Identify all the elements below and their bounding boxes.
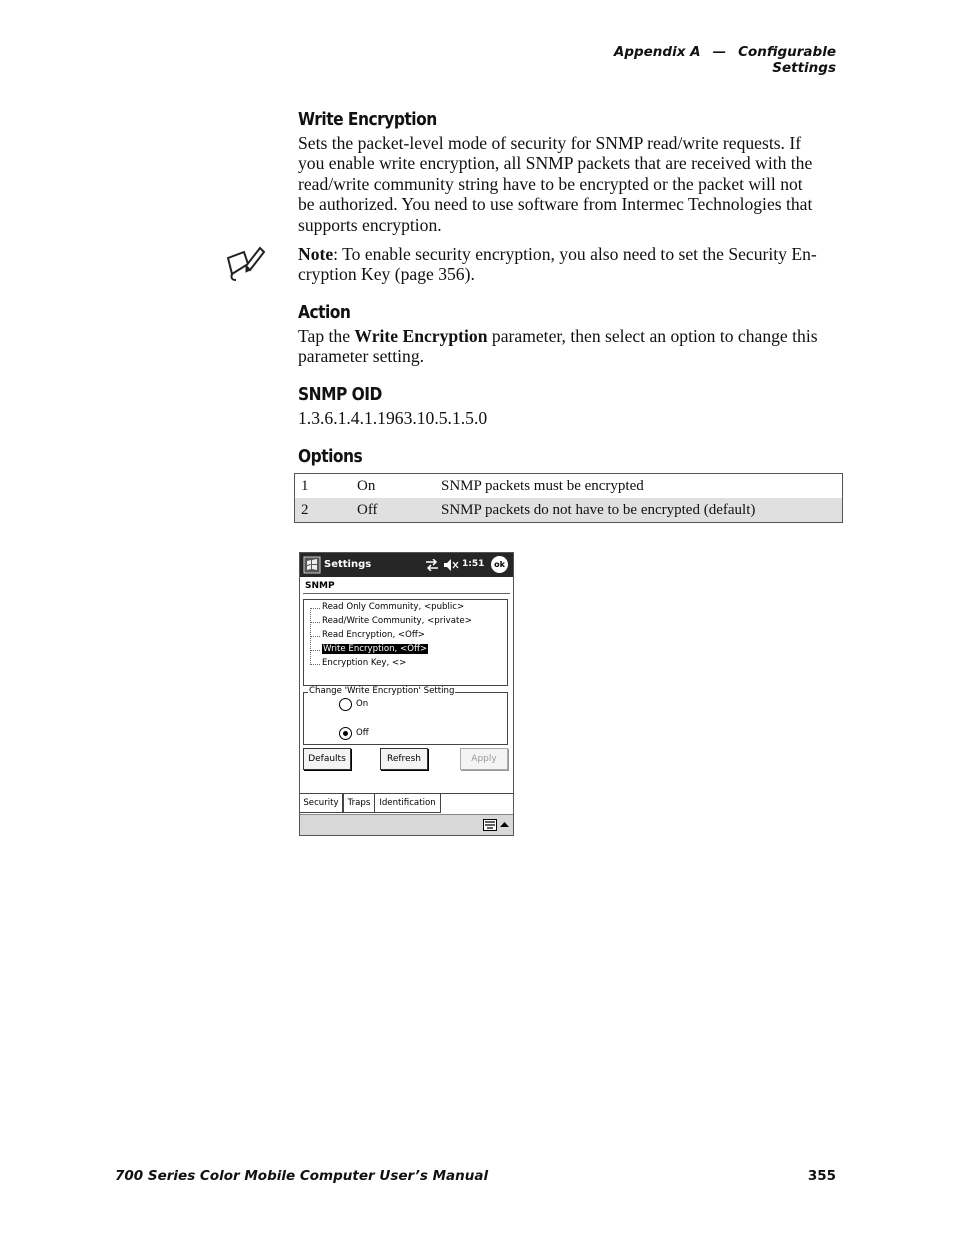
note-text bbox=[298, 244, 838, 285]
write-encryption-paragraph bbox=[298, 133, 838, 235]
chevron-up-icon[interactable] bbox=[500, 821, 509, 828]
note-label: Note bbox=[298, 244, 334, 264]
options-heading: Options bbox=[298, 446, 363, 467]
clock-time[interactable]: 1:51 bbox=[462, 559, 485, 569]
apply-button[interactable]: Apply bbox=[460, 748, 508, 770]
paragraph-line: Sets the packet-level mode of security for SNMP read/write requests. If bbox=[298, 133, 802, 153]
write-encryption-heading: Write Encryption bbox=[298, 109, 437, 130]
note-pencil-icon bbox=[222, 244, 266, 284]
header-section: Configurable Settings bbox=[738, 44, 836, 76]
tree-item-read-only-community[interactable]: Read Only Community, <public> bbox=[322, 602, 465, 612]
paragraph-line: supports encryption. bbox=[298, 214, 442, 235]
radio-off-label[interactable]: Off bbox=[356, 728, 369, 738]
snmp-oid-value: 1.3.6.1.4.1.1963.10.5.1.5.0 bbox=[298, 408, 488, 428]
ok-button[interactable]: ok bbox=[491, 556, 508, 573]
tree-item-encryption-key[interactable]: Encryption Key, <> bbox=[322, 658, 407, 668]
tree-connector bbox=[310, 664, 320, 665]
action-text bbox=[298, 326, 838, 367]
table-row bbox=[295, 498, 843, 523]
settings-screenshot bbox=[299, 552, 514, 836]
radio-selected-dot bbox=[343, 731, 348, 736]
option-name: On bbox=[357, 477, 376, 494]
paragraph-line: be authorized. You need to use software from Intermec Technologies that bbox=[298, 194, 813, 215]
option-description: SNMP packets must be encrypted bbox=[441, 477, 644, 494]
option-name: Off bbox=[351, 498, 435, 523]
tab-traps[interactable]: Traps bbox=[343, 794, 375, 813]
snmp-section-label: SNMP bbox=[305, 581, 335, 591]
title-bar bbox=[300, 553, 513, 577]
parameter-tree[interactable] bbox=[303, 599, 508, 686]
tree-connector bbox=[310, 636, 320, 637]
tab-identification[interactable]: Identification bbox=[374, 794, 441, 813]
tab-security[interactable]: Security bbox=[300, 794, 343, 813]
tree-item-write-encryption[interactable]: Write Encryption, <Off> bbox=[323, 644, 428, 654]
radio-off[interactable] bbox=[339, 727, 352, 740]
page-number: 355 bbox=[807, 1168, 836, 1184]
keyboard-icon[interactable] bbox=[483, 819, 497, 831]
note-line-2: cryption Key (page 356). bbox=[298, 264, 475, 285]
defaults-button[interactable]: Defaults bbox=[303, 748, 351, 770]
connectivity-icon[interactable] bbox=[425, 559, 439, 571]
radio-on[interactable] bbox=[339, 698, 352, 711]
tree-item-read-encryption[interactable]: Read Encryption, <Off> bbox=[322, 630, 426, 640]
section-divider bbox=[303, 593, 510, 594]
paragraph-line: read/write community string have to be encrypted or the packet will not bbox=[298, 173, 803, 194]
action-line-2: parameter setting. bbox=[298, 346, 425, 367]
tree-connector bbox=[310, 650, 320, 651]
start-menu-icon[interactable] bbox=[303, 556, 321, 574]
table-row bbox=[295, 474, 843, 499]
snmp-oid-heading: SNMP OID bbox=[298, 384, 382, 405]
action-heading: Action bbox=[298, 302, 351, 323]
tab-strip bbox=[300, 793, 513, 814]
option-number: 2 bbox=[295, 498, 352, 523]
volume-icon[interactable] bbox=[443, 558, 459, 572]
paragraph-line: you enable write encryption, all SNMP packets that are received with the bbox=[298, 153, 813, 174]
input-panel-bar bbox=[300, 814, 513, 836]
refresh-button[interactable]: Refresh bbox=[380, 748, 428, 770]
tree-connector bbox=[310, 622, 320, 623]
setting-group-box bbox=[303, 686, 508, 745]
group-box-title: Change 'Write Encryption' Setting bbox=[309, 686, 455, 696]
option-number: 1 bbox=[301, 477, 309, 494]
action-parameter-name: Write Encryption bbox=[354, 326, 488, 346]
header-appendix: Appendix A bbox=[613, 44, 701, 60]
options-table bbox=[294, 473, 843, 523]
action-suffix: parameter, then select an option to change this bbox=[487, 326, 818, 346]
action-prefix: Tap the bbox=[298, 326, 355, 346]
header-separator: — bbox=[712, 44, 727, 60]
window-title: Settings bbox=[324, 559, 372, 570]
note-line-1: : To enable security encryption, you also need to set the Security En- bbox=[333, 244, 817, 264]
footer-manual-title: 700 Series Color Mobile Computer User’s Manual bbox=[115, 1168, 489, 1184]
radio-on-label[interactable]: On bbox=[356, 699, 369, 709]
running-header bbox=[560, 44, 836, 76]
option-description: SNMP packets do not have to be encrypted (default) bbox=[435, 498, 843, 523]
tree-item-read-write-community[interactable]: Read/Write Community, <private> bbox=[322, 616, 472, 626]
tree-connector bbox=[310, 608, 320, 609]
